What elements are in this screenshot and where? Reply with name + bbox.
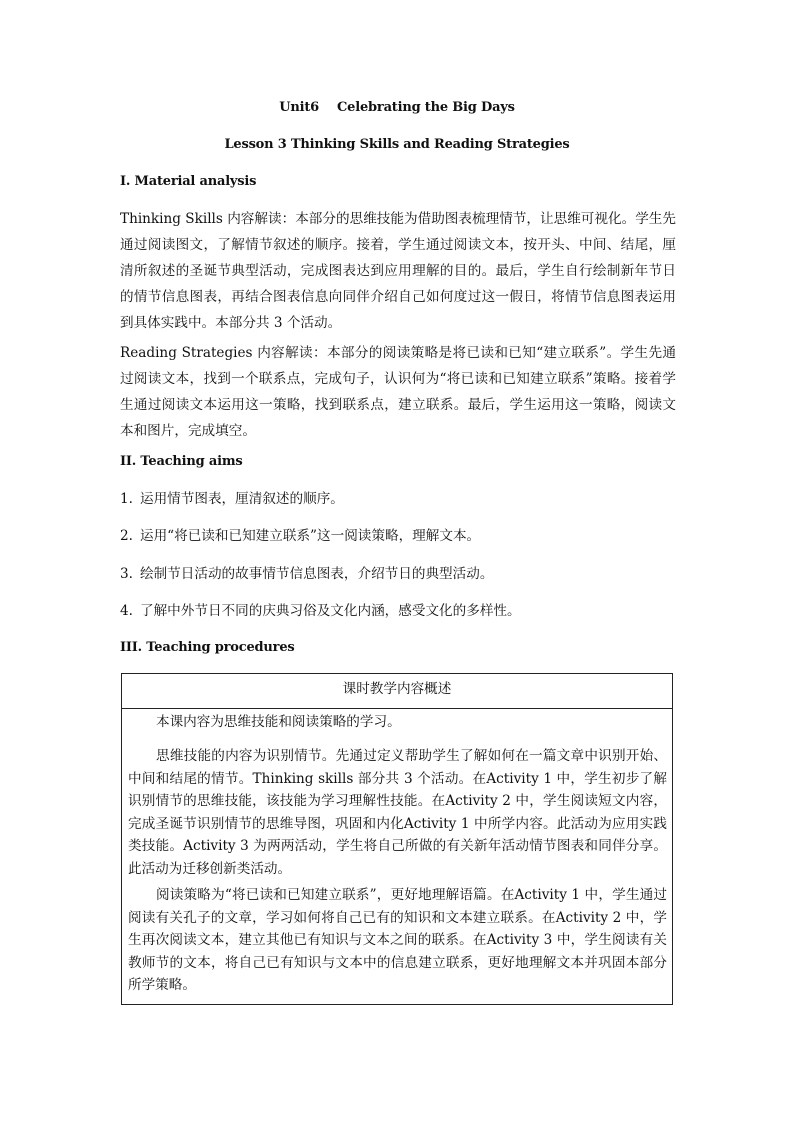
aim-item bbox=[120, 489, 676, 509]
content-overview-table bbox=[121, 673, 673, 1005]
thinking-skills-overview: 思维技能的内容为识别情节。先通过定义帮助学生了解如何在一篇文章中识别开始、中间和结尾的情节。Thinking skills 部分共 3 个活动。在Activity 1 中，学生初步了解识别情节的思维技能，该技能为学习理解性技能。在Activity 2 中，学生阅读短文内容，完成圣诞节识别情节的思维导图，巩固和内化Activity 1 中所学内容。此活动为应用实践类技能。Activity 3 为两两活动，学生将自己所做的有关新年活动情节图表和同伴分享。此活动为迁移创新类活动。 bbox=[128, 748, 667, 877]
section-heading-material-analysis: I. Material analysis bbox=[120, 174, 257, 189]
aim-text: 运用情节图表，厘清叙述的顺序。 bbox=[139, 491, 344, 507]
aim-item bbox=[120, 601, 676, 621]
unit-title bbox=[0, 100, 794, 115]
section-heading-teaching-procedures: III. Teaching procedures bbox=[120, 640, 295, 655]
aim-text: 绘制节日活动的故事情节信息图表，介绍节日的典型活动。 bbox=[139, 566, 494, 582]
table-header: 课时教学内容概述 bbox=[122, 674, 672, 709]
section-heading-teaching-aims: II. Teaching aims bbox=[120, 454, 243, 469]
aim-number: 2. bbox=[120, 528, 133, 544]
aim-number: 1. bbox=[120, 491, 133, 507]
aim-number: 4. bbox=[120, 603, 133, 619]
reading-strategies-overview: 阅读策略为“将已读和已知建立联系”，更好地理解语篇。在Activity 1 中，学生通过阅读有关孔子的文章，学习如何将自己已有的知识和文本建立联系。在Activity 2 中，学生再次阅读文本，建立其他已有知识与文本之间的联系。在Activity 3 中，学生阅读有关教师节的文本，将自己已有知识与文本中的信息建立联系，更好地理解文本并巩固本部分所学策略。 bbox=[128, 887, 667, 993]
thinking-skills-paragraph: Thinking Skills 内容解读：本部分的思维技能为借助图表梳理情节，让思维可视化。学生先通过阅读图文，了解情节叙述的顺序。接着，学生通过阅读文本，按开头、中间、结尾，厘清所叙述的圣诞节典型活动，完成图表达到应用理解的目的。最后，学生自行绘制新年节日的情节信息图表，再结合图表信息向同伴介绍自己如何度过这一假日，将情节信息图表运用到具体实践中。本部分共 3 个活动。 bbox=[120, 211, 676, 331]
aim-number: 3. bbox=[120, 566, 133, 582]
aim-text: 了解中外节日不同的庆典习俗及文化内涵，感受文化的多样性。 bbox=[139, 603, 521, 619]
aim-text: 运用“将已读和已知建立联系”这一阅读策略，理解文本。 bbox=[139, 528, 481, 544]
unit-number: Unit6 bbox=[279, 100, 319, 115]
lesson-title: Lesson 3 Thinking Skills and Reading Strategies bbox=[224, 137, 570, 152]
aim-item bbox=[120, 526, 676, 546]
reading-strategies-paragraph: Reading Strategies 内容解读：本部分的阅读策略是将已读和已知“建立联系”。学生先通过阅读文本，找到一个联系点，完成句子，认识何为“将已读和已知建立联系”策略。接着学生通过阅读文本运用这一策略，找到联系点，建立联系。最后，学生运用这一策略，阅读文本和图片，完成填空。 bbox=[120, 345, 676, 439]
aim-item bbox=[120, 564, 676, 584]
overview-paragraph: 本课内容为思维技能和阅读策略的学习。 bbox=[156, 714, 401, 730]
unit-name: Celebrating the Big Days bbox=[337, 100, 515, 115]
